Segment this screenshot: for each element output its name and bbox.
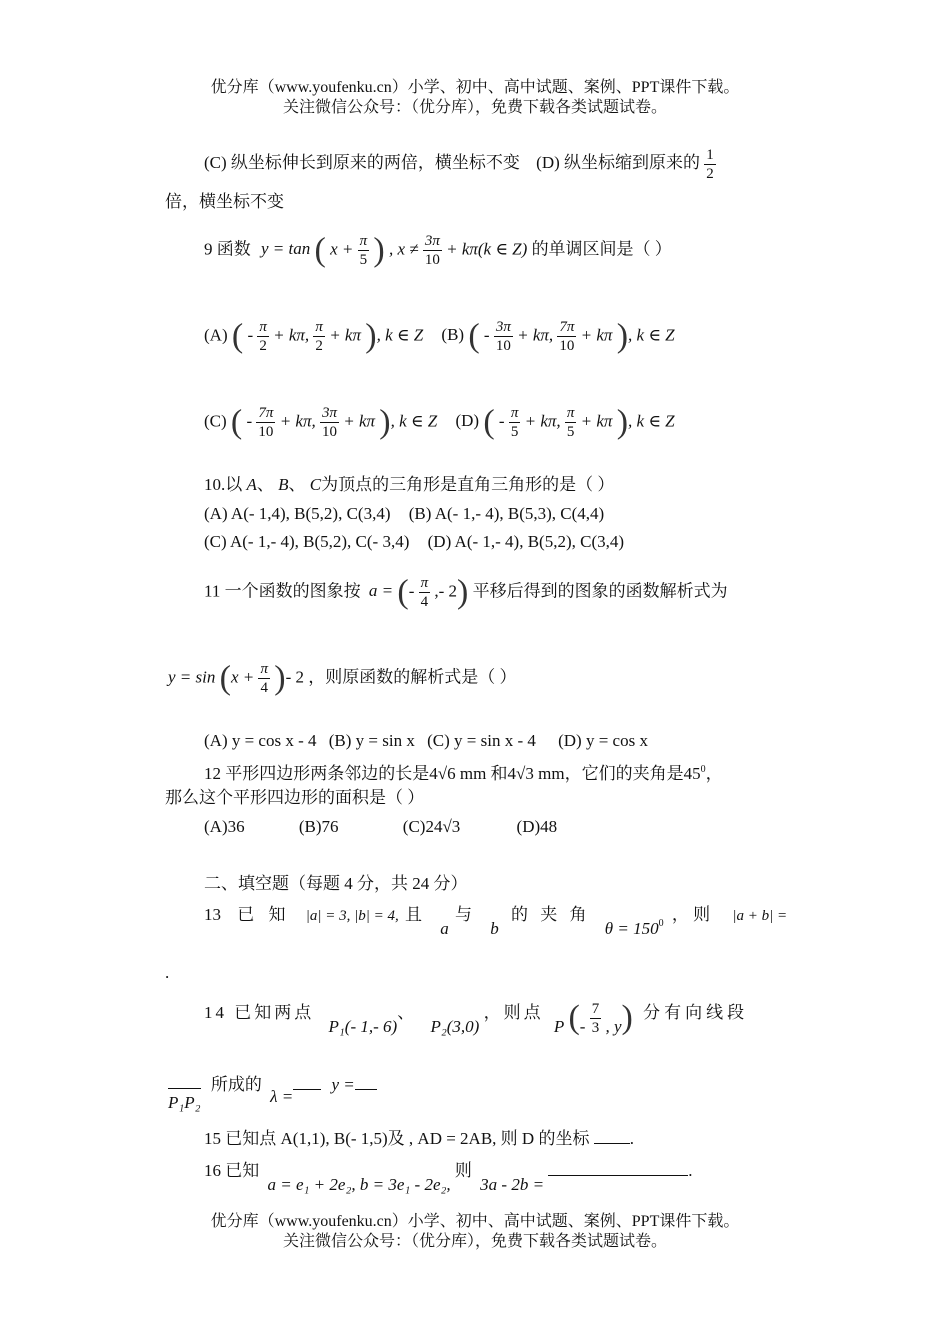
- q9-label: 9 函数: [204, 239, 251, 259]
- q9-3pi-over-10: $\frac{3\pi}{10}$: [424, 233, 440, 268]
- q9-a-label: (A): [204, 325, 228, 345]
- q14-segment: P₁P₂: [168, 1088, 201, 1112]
- q11-stem: 11 一个函数的图象按 a = (- $\frac{\pi}{4}$ ,- 2) 平移后得到的图象的函数解析式为: [204, 573, 728, 611]
- q9-suffix: 的单调区间是（ ）: [531, 239, 672, 259]
- q8-continuation: 倍，横坐标不变: [165, 192, 284, 211]
- q16-answer-blank[interactable]: [548, 1175, 688, 1176]
- q12-option-a: (A)36: [204, 817, 245, 836]
- footer-line-2: 关注微信公众号：（优分库），免费下载各类试题试卷。: [282, 1233, 667, 1250]
- q14-lambda-blank[interactable]: [293, 1089, 321, 1090]
- q15-stem: 15 已知点 A(1,1), B(- 1,5)及 , AD = 2AB, 则 D 的坐标 .: [204, 1129, 634, 1148]
- q12-option-c: (C)24√3: [402, 817, 461, 836]
- q11-option-b: (B) y = sin x: [328, 731, 415, 750]
- q14-y-blank[interactable]: [355, 1089, 377, 1090]
- q8-fraction: $\frac{1}{2}$: [706, 147, 714, 182]
- q9-pi-over-5: $\frac{\pi}{5}$: [359, 233, 368, 268]
- q10-stem: 10.以 A、 B、 C为顶点的三角形是直角三角形的是（ ）: [204, 475, 615, 494]
- q9-x-plus: x +: [330, 239, 354, 259]
- q10-options-cd: [204, 531, 624, 553]
- q12-stem: 12 平形四边形两条邻边的长是4√6 mm 和4√3 mm，它们的夹角是$45^0$，: [204, 764, 723, 783]
- header-line-2: 关注微信公众号：（优分库），免费下载各类试题试卷。: [282, 99, 667, 116]
- q10-options-ab: [204, 503, 604, 525]
- q15-answer-blank[interactable]: [594, 1143, 630, 1144]
- q12-stem-2: 那么这个平形四边形的面积是（ ）: [165, 788, 425, 807]
- q13-dot: .: [165, 963, 170, 982]
- q14-stem: 14 已知两点 P₁(- 1,- 6)、 P₂(3,0) ，则点 P (- $\frac{7}{3}$ , y) 分有向线段: [204, 999, 749, 1036]
- q11-option-a: (A) y = cos x - 4: [204, 731, 317, 750]
- paren-open: (: [314, 231, 326, 269]
- q9-options-cd: (C) ( - $\frac{7\pi}{10}$ + kπ, $\frac{3\pi}{10}$ + kπ ), k ∈ Z (D) ( - $\frac{\pi}{5}$ + kπ, $\frac{\pi}{5}$ + kπ ), k ∈ Z: [204, 403, 675, 441]
- q9-d-label: (D): [455, 411, 480, 431]
- q10-option-d: (D) A(- 1,- 4), B(5,2), C(3,4): [427, 532, 625, 551]
- q12-option-b: (B)76: [298, 817, 339, 836]
- footer-line-1: 优分库（www.youfenku.cn）小学、初中、高中试题、案例、PPT课件下载。: [210, 1213, 740, 1230]
- q16-stem: 16 已知 a = e₁ + 2e₂, b = 3e₁ - 2e₂, 则 3a - 2b = .: [204, 1161, 693, 1194]
- section-title: 二、填空题（每题 4 分，共 24 分）: [204, 874, 468, 893]
- q10-option-c: (C) A(- 1,- 4), B(5,2), C(- 3,4): [204, 532, 410, 551]
- q10-option-a: (A) A(- 1,4), B(5,2), C(3,4): [204, 504, 391, 523]
- q12-option-d: (D)48: [516, 817, 558, 836]
- q11-option-d: (D) y = cos x: [558, 731, 648, 750]
- paren-close: ): [373, 231, 385, 269]
- q11-function: y = sin (x + $\frac{\pi}{4}$ )- 2 ，则原函数的解析式是（ ）: [168, 659, 517, 697]
- q9-c-label: (C): [204, 411, 227, 431]
- q11-option-c: (C) y = sin x - 4: [427, 731, 536, 750]
- q9-options-ab: (A) ( - $\frac{\pi}{2}$ + kπ, $\frac{\pi}{2}$ + kπ ), k ∈ Z (B) ( - $\frac{3\pi}{10}$ + kπ, $\frac{7\pi}{10}$ + kπ ), k ∈ Z: [204, 317, 675, 355]
- q12-options: [204, 816, 557, 838]
- q8-option-c: (C) 纵坐标伸长到原来的两倍，横坐标不变: [204, 153, 520, 172]
- q9-func: y = tan: [261, 239, 311, 259]
- q8-options: [204, 146, 716, 183]
- q8-option-d: (D) 纵坐标缩到原来的: [536, 153, 701, 172]
- q9-b-label: (B): [441, 325, 465, 345]
- q13-stem: 13 已 知 |a| = 3, |b| = 4, 且 a 与 b 的 夹 角 $\theta = 150_0$ ， 则 |a + b| =: [204, 905, 788, 938]
- q14-line2: P₁P₂ 所成的 λ = y =: [168, 1074, 377, 1114]
- q9-kpi: + kπ(k ∈ Z): [446, 239, 528, 259]
- q10-option-b: (B) A(- 1,- 4), B(5,3), C(4,4): [408, 504, 605, 523]
- q9-condition: , x ≠: [388, 239, 419, 259]
- q11-options: [204, 730, 648, 752]
- header-line-1: 优分库（www.youfenku.cn）小学、初中、高中试题、案例、PPT课件下载。: [210, 79, 740, 96]
- q9-stem: [204, 232, 672, 284]
